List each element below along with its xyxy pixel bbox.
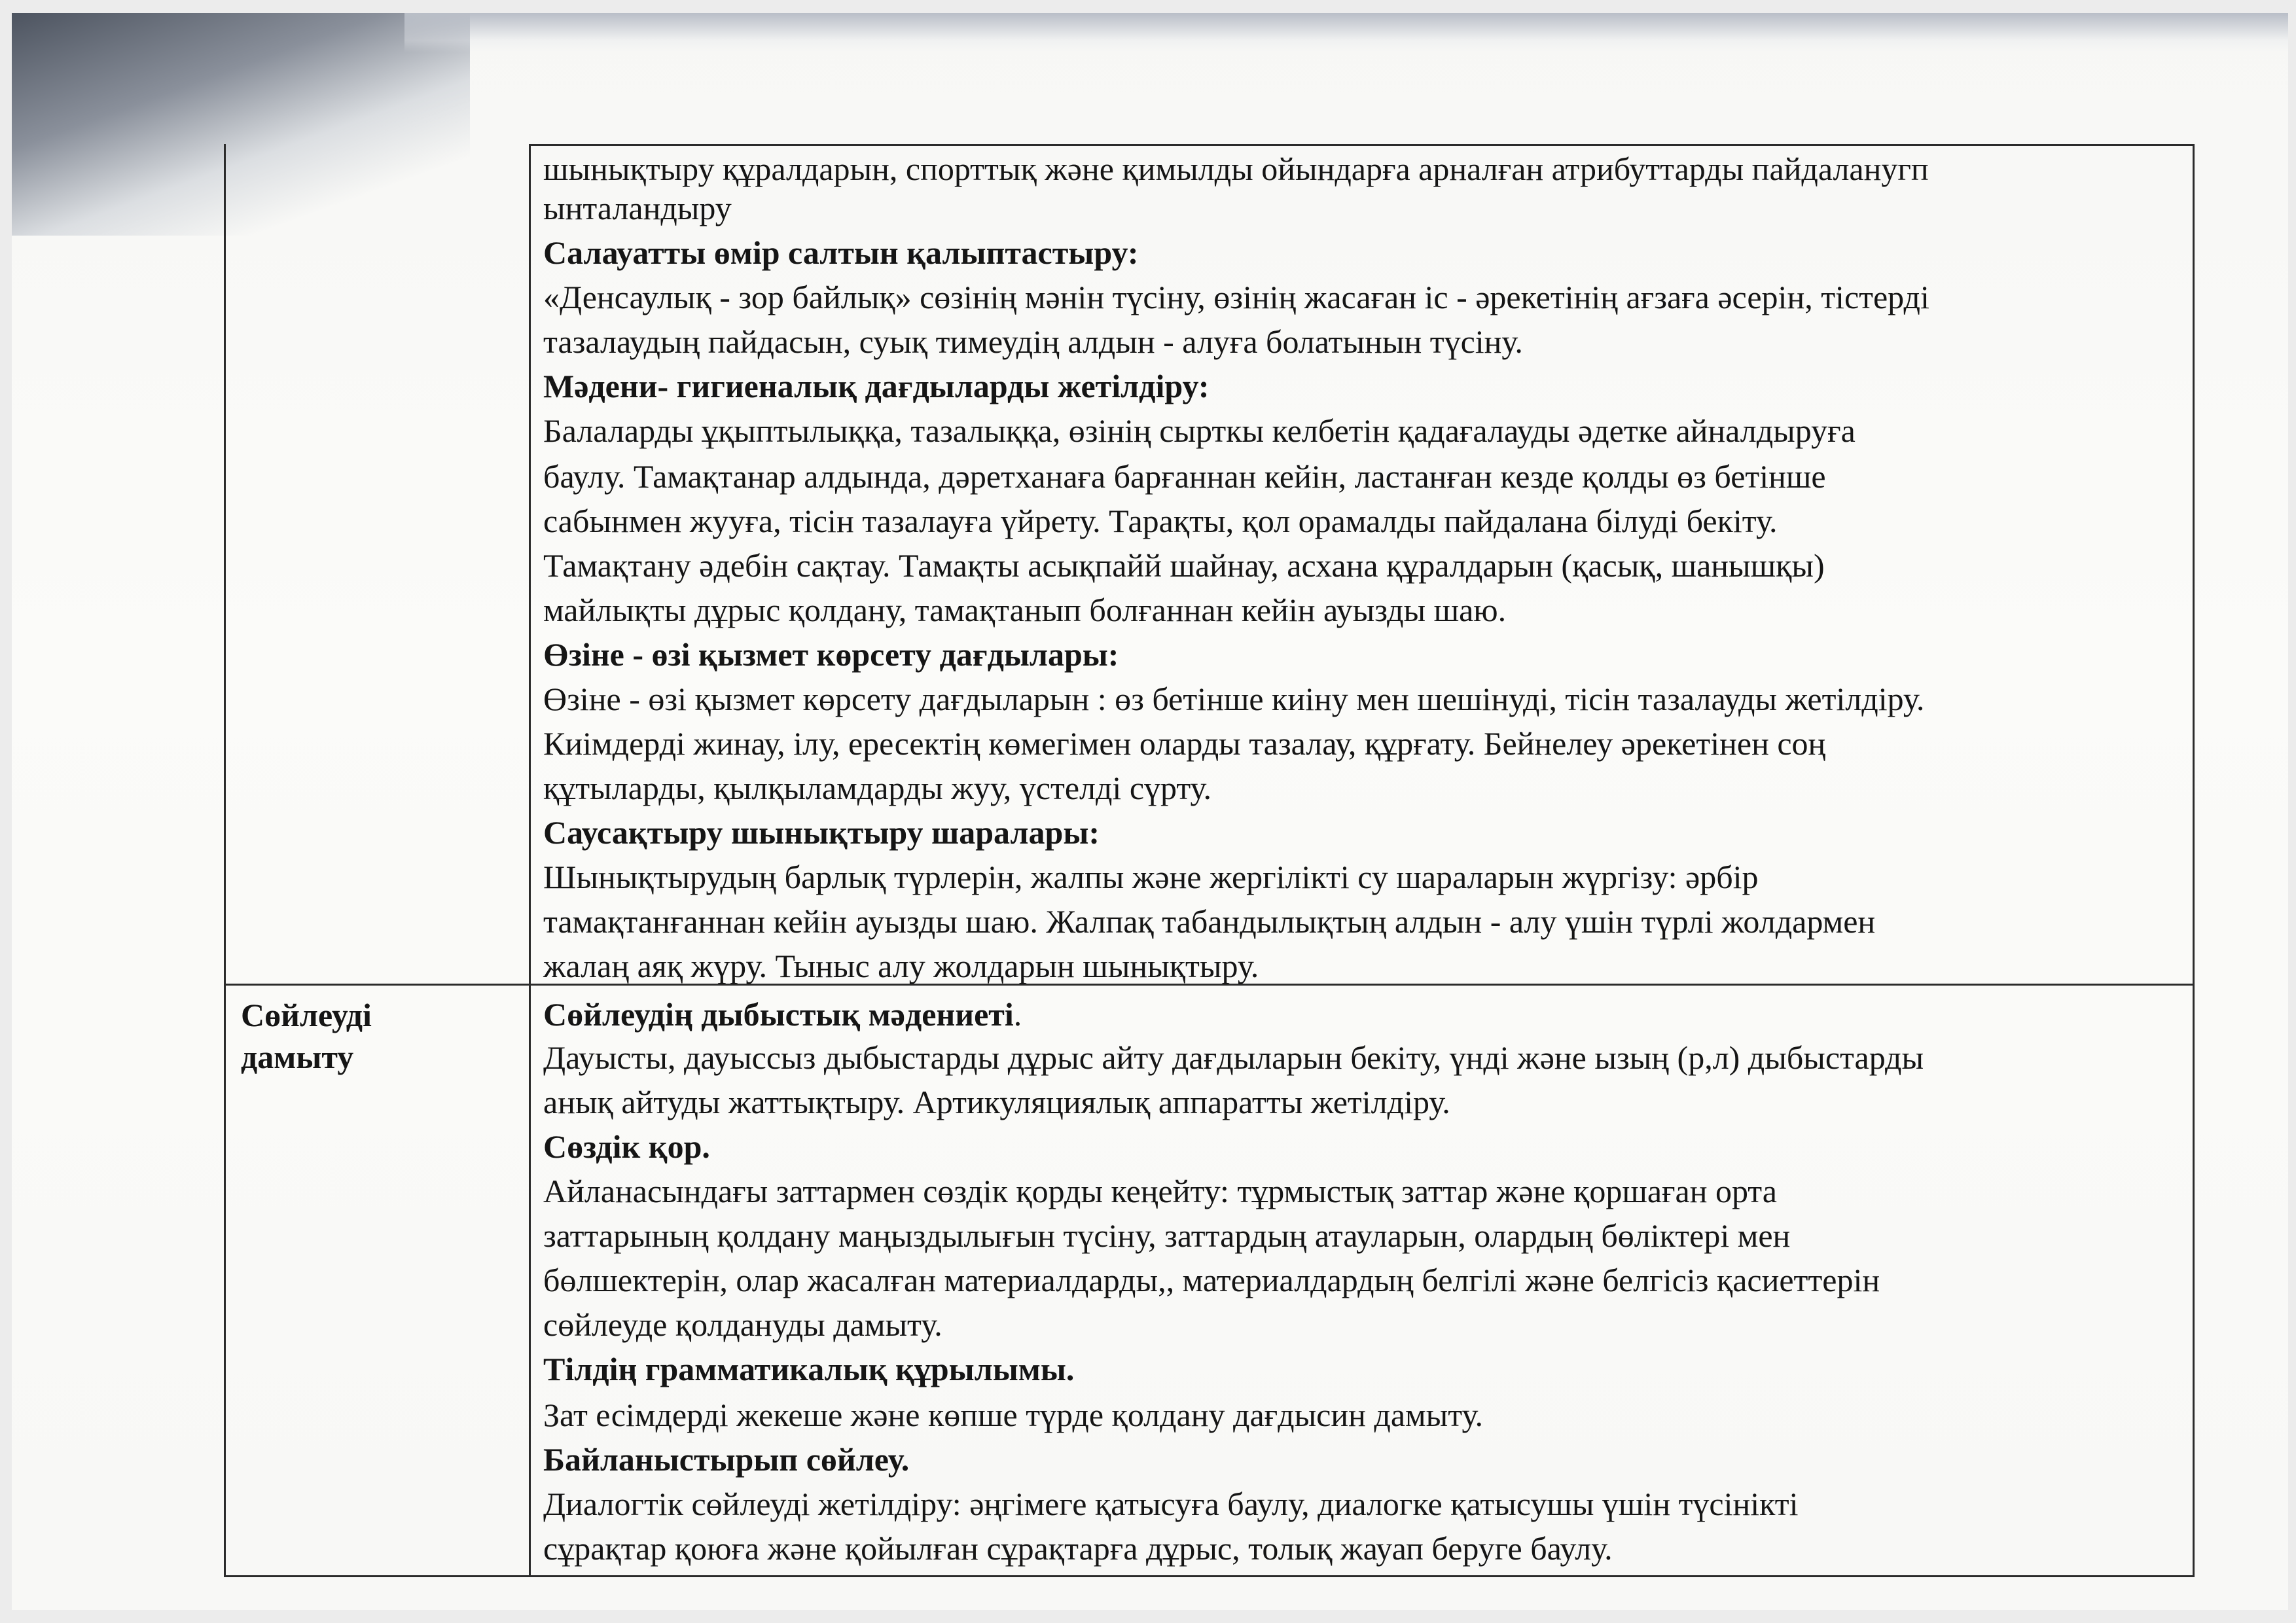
row1-line-2: ынталандыру (543, 190, 732, 226)
table-top-border (529, 144, 2195, 146)
row2-label-line-1: Сөйлеуді (241, 997, 372, 1033)
row1-line-4: «Денсаулық - зор байлық» сөзінің мәнін түсіну, өзінің жасаған іс - әрекетінің ағзаға әсерін, тістерді (543, 279, 1929, 315)
row2-line-2: Дауысты, дауыссыз дыбыстарды дұрыс айту дағдыларын бекіту, үнді және ызың (р,л) дыбыстарды (543, 1039, 1924, 1076)
row1-line-1: шынықтыру құралдарын, спорттық және қимылды ойындарға арналған атрибуттарды пайдаланугп (543, 151, 1929, 187)
row1-line-7: Балаларды ұқыптылыққа, тазалыққа, өзінің сырткы келбетін қадағалауды әдетке айналдыруға (543, 412, 1856, 449)
row1-line-9: сабынмен жууға, тісін тазалауға үйрету. Тарақты, қол орамалды пайдалана білуді бекіту. (543, 503, 1778, 539)
table-bottom-border (224, 1575, 2195, 1577)
row2-line-12: Диалогтік сөйлеуді жетілдіру: әңгімеге қатысуға баулу, диалогке қатысушы үшін түсінікті (543, 1486, 1799, 1522)
row2-line-7: бөлшектерін, олар жасалған материалдарды,, материалдардың белгілі және белгісіз қасиеттерін (543, 1262, 1880, 1298)
table-border-left (224, 144, 226, 1577)
row2-label-cell (241, 995, 522, 1126)
row1-line-11: майлықты дұрыс қолдану, тамақтанып болғаннан кейін ауызды шаю. (543, 592, 1507, 628)
row1-line-14: Киімдерді жинау, ілу, ересектің көмегімен оларды тазалау, құрғату. Бейнелеу әрекетінен соң (543, 725, 1826, 762)
row1-line-5: тазалаудың пайдасын, суық тимеудің алдын - алуға болатынын түсіну. (543, 323, 1523, 360)
row2-line-6: заттарының қолдану маңыздылығын түсіну, заттардың атауларын, олардың бөліктері мен (543, 1217, 1791, 1254)
row1-content-cell (543, 149, 2179, 984)
row2-heading-sound-culture-text: Сөйлеудің дыбыстық мәдениеті (543, 996, 1014, 1033)
row1-line-18: тамақтанғаннан кейін ауызды шаю. Жалпақ табандылықтың алдын - алу үшін түрлі жолдармен (543, 903, 1876, 940)
row1-line-15: құтыларды, қылқыламдарды жуу, үстелді сүрту. (543, 770, 1212, 806)
scanner-edge-shadow (404, 13, 2288, 52)
row1-heading-hygiene: Мәдени- гигиеналық дағдыларды жетілдіру: (543, 368, 1210, 404)
scanned-page (12, 13, 2288, 1610)
row1-heading-hardening: Саусақтыру шынықтыру шаралары: (543, 814, 1100, 851)
row2-heading-sound-culture-period: . (1013, 996, 1022, 1033)
row2-heading-coherent-speech: Байланыстырып сөйлеу. (543, 1441, 910, 1478)
row2-label-line-2: дамыту (241, 1039, 354, 1075)
row2-heading-grammar: Тілдің грамматикалық құрылымы. (543, 1351, 1075, 1387)
row2-line-5: Айланасындағы заттармен сөздік қорды кеңейту: тұрмыстық заттар және қоршаған орта (543, 1173, 1777, 1209)
row2-line-8: сөйлеуде қолдануды дамыту. (543, 1306, 942, 1343)
row1-line-8: баулу. Тамақтанар алдында, дәретханаға барғаннан кейін, ластанған кезде қолды өз бетінше (543, 458, 1826, 495)
table-border-right (2193, 144, 2195, 1577)
row1-line-17: Шынықтырудың барлық түрлерін, жалпы және жергілікті су шараларын жүргізу: әрбір (543, 859, 1759, 895)
row1-line-10: Тамақтану әдебін сақтау. Тамақты асықпайй шайнау, асхана құралдарын (қасық, шанышқы) (543, 547, 1825, 584)
row2-line-13: сұрақтар қоюға және қойылған сұрақтарға дұрыс, толық жауап беруге баулу. (543, 1530, 1613, 1567)
row1-line-19: жалаң аяқ жүру. Тыныс алу жолдарын шынықтыру. (543, 948, 1259, 984)
curriculum-table (216, 144, 2199, 1577)
row1-heading-self-service: Өзіне - өзі қызмет көрсету дағдылары: (543, 636, 1119, 673)
row2-line-10: Зат есімдерді жекеше және көпше түрде қолдану дағдысин дамыту. (543, 1397, 1483, 1433)
row2-heading-vocabulary: Сөздік қор. (543, 1128, 710, 1165)
table-column-divider (529, 144, 531, 1577)
row1-line-13: Өзіне - өзі қызмет көрсету дағдыларын : өз бетінше киіну мен шешінуді, тісін тазалауды жетілдіру. (543, 681, 1925, 717)
row2-heading-sound-culture (543, 995, 1022, 1034)
row2-content-cell (543, 995, 2179, 1571)
row1-heading-healthy-lifestyle: Салауатты өмір салтын қалыптастыру: (543, 234, 1139, 271)
row2-line-3: анық айтуды жаттықтыру. Артикуляциялық аппаратты жетілдіру. (543, 1084, 1450, 1120)
